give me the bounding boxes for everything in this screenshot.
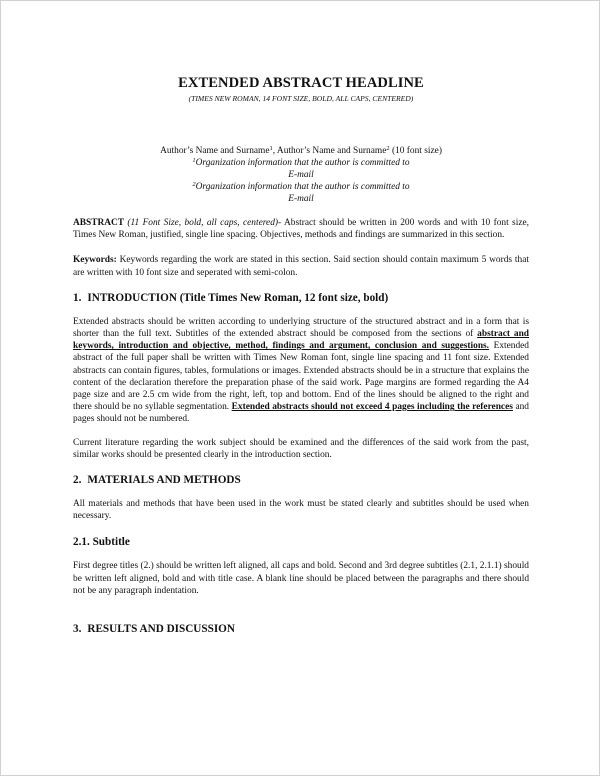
section-2-title: MATERIALS AND METHODS bbox=[87, 474, 241, 487]
section-1-heading bbox=[73, 292, 529, 304]
author-2-name: Author’s Name and Surname bbox=[276, 146, 387, 156]
intro-underlined-limit: Extended abstracts should not exceed 4 pages including the references bbox=[231, 402, 513, 413]
org-1-text: Organization information that the author is committed to bbox=[195, 158, 410, 168]
methods-paragraph: All materials and methods that have been used in the work must be stated clearly and subtitles should be used when necessary. bbox=[73, 499, 529, 522]
keywords-text: Keywords regarding the work are stated in this section. Said section should contain maximum 5 words that are written with 10 font size and seperated with semi-colon. bbox=[73, 255, 529, 278]
author-line bbox=[73, 145, 529, 157]
abstract-text: Abstract should be written in 200 words and with 10 font size, Times New Roman, justified, single line spacing. Objectives, methods and findings are summarized in this section. bbox=[73, 218, 529, 241]
keywords-paragraph bbox=[73, 254, 529, 278]
authors-block bbox=[73, 145, 529, 205]
subsection-2-1-number: 2.1. bbox=[73, 536, 90, 549]
section-1-title: INTRODUCTION (Title Times New Roman, 12 font size, bold) bbox=[87, 291, 389, 304]
headline-note: (TIMES NEW ROMAN, 14 FONT SIZE, BOLD, ALL CAPS, CENTERED) bbox=[188, 94, 414, 103]
introduction-paragraph-1 bbox=[73, 316, 529, 426]
intro-text-b: Extended abstract of the full paper shall be written with Times New Roman font, single line spacing and 11 font size. Extended abstracts can contain figures, tables, formulations or images. Extended abstracts should be in a structure that explains the content of the declaration therefore the preparation phase of the said work. Page margins are formed regarding the A4 page size and are 2.5 cm wide from the right, left, top and bottom. End of the lines should be aligned to the right and there should be no syllable segmentation. bbox=[73, 341, 529, 413]
org-1-line bbox=[73, 157, 529, 169]
introduction-paragraph-2: Current literature regarding the work subject should be examined and the differences of the said work from the past, similar works should be presented clearly in the introduction section. bbox=[73, 437, 529, 460]
page-content bbox=[73, 75, 529, 647]
subtitle-paragraph: First degree titles (2.) should be written left aligned, all caps and bold. Second and 3rd degree subtitles (2.1, 2.1.1) should be written left aligned, bold and with title case. A blank line should be placed between the paragraphs and there should not be any paragraph indentation. bbox=[73, 561, 529, 596]
intro-text-c: and pages should not be numbered. bbox=[73, 402, 529, 425]
org-2-line bbox=[73, 181, 529, 193]
abstract-note: (11 Font Size, bold, all caps, centered)- bbox=[124, 218, 282, 228]
section-3-title: RESULTS AND DISCUSSION bbox=[87, 623, 235, 636]
section-2-heading bbox=[73, 474, 529, 486]
abstract-paragraph bbox=[73, 217, 529, 241]
section-1-number: 1. bbox=[73, 291, 82, 304]
org-2-sup: 2 bbox=[192, 181, 196, 188]
author-1-sup: 1 bbox=[269, 145, 273, 152]
subsection-2-1-heading bbox=[73, 536, 529, 548]
org-2-text: Organization information that the author is committed to bbox=[195, 182, 410, 192]
headline: EXTENDED ABSTRACT HEADLINE bbox=[178, 75, 424, 91]
section-3-number: 3. bbox=[73, 623, 82, 636]
org-1-sup: 1 bbox=[192, 157, 196, 164]
org-1-email: E-mail bbox=[288, 170, 314, 180]
author-2-sup: 2 bbox=[386, 145, 390, 152]
author-separator: , bbox=[272, 146, 277, 156]
org-2-email: E-mail bbox=[288, 194, 314, 204]
author-size-note: (10 font size) bbox=[389, 146, 442, 156]
author-1-name: Author’s Name and Surname bbox=[160, 146, 270, 156]
abstract-label: ABSTRACT bbox=[73, 218, 125, 228]
keywords-label: Keywords: bbox=[73, 255, 117, 266]
section-3-heading bbox=[73, 623, 529, 635]
subsection-2-1-title: Subtitle bbox=[92, 536, 130, 549]
section-2-number: 2. bbox=[73, 474, 82, 487]
intro-text-a: Extended abstracts should be written according to underlying structure of the structured abstract and in a form that is shorter than the full text. Subtitles of the extended abstract should be composed from the sections of bbox=[73, 316, 529, 340]
intro-underlined-sections: abstract and keywords, introduction and objective, method, findings and argument, conclusion and suggestions. bbox=[73, 329, 530, 352]
